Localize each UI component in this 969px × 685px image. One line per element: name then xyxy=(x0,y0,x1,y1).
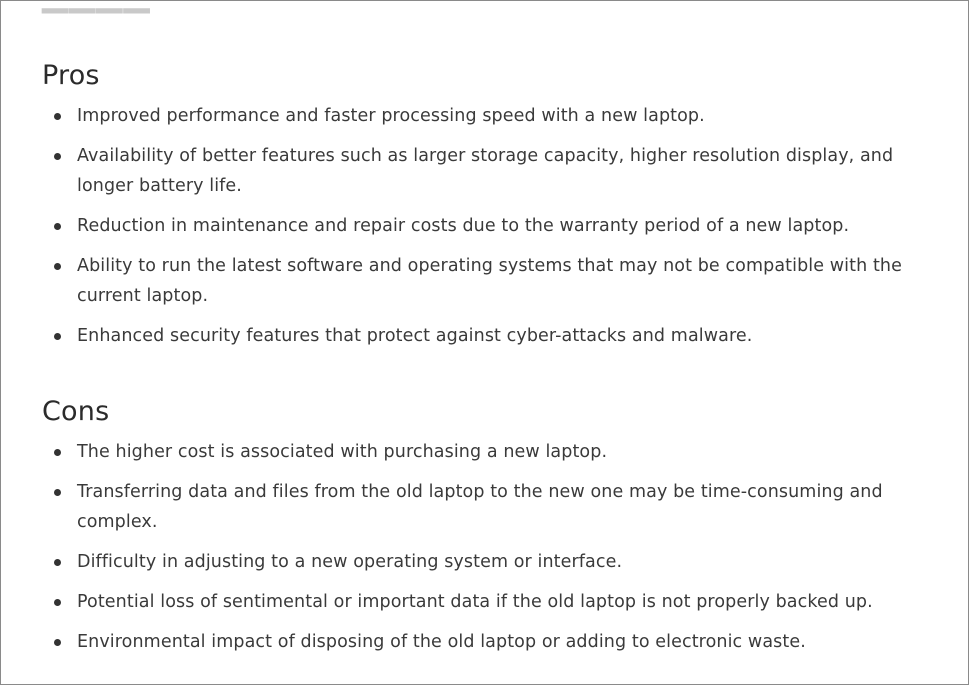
cutoff-heading-remnant xyxy=(42,0,151,9)
bullet-icon xyxy=(54,599,61,606)
bullet-icon xyxy=(54,223,61,230)
bullet-icon xyxy=(54,113,61,120)
cons-list xyxy=(42,437,928,657)
list-item xyxy=(42,251,928,311)
list-item xyxy=(42,437,928,467)
bullet-icon xyxy=(54,489,61,496)
list-item-text: Improved performance and faster processing speed with a new laptop. xyxy=(77,106,705,126)
list-item-text: The higher cost is associated with purchasing a new laptop. xyxy=(77,442,608,462)
cons-heading: Cons xyxy=(42,396,110,427)
list-item xyxy=(42,211,928,241)
list-item xyxy=(42,587,928,617)
list-item xyxy=(42,101,928,131)
pros-section xyxy=(42,59,928,361)
list-item-text: Potential loss of sentimental or important data if the old laptop is not properly backed up. xyxy=(77,592,873,612)
bullet-icon xyxy=(54,449,61,456)
cons-section xyxy=(42,395,928,667)
list-item xyxy=(42,547,928,577)
list-item-text: Difficulty in adjusting to a new operating system or interface. xyxy=(77,552,623,572)
list-item-text: Transferring data and files from the old laptop to the new one may be time-consuming and complex. xyxy=(77,482,883,532)
bullet-icon xyxy=(54,333,61,340)
bullet-icon xyxy=(54,263,61,270)
list-item-text: Enhanced security features that protect against cyber-attacks and malware. xyxy=(77,326,753,346)
bullet-icon xyxy=(54,153,61,160)
pros-heading: Pros xyxy=(42,60,100,91)
list-item xyxy=(42,627,928,657)
pros-list xyxy=(42,101,928,351)
bullet-icon xyxy=(54,559,61,566)
list-item-text: Environmental impact of disposing of the old laptop or adding to electronic waste. xyxy=(77,632,806,652)
list-item-text: Ability to run the latest software and operating systems that may not be compatible with the current laptop. xyxy=(77,256,902,306)
list-item-text: Reduction in maintenance and repair costs due to the warranty period of a new laptop. xyxy=(77,216,850,236)
list-item xyxy=(42,321,928,351)
bullet-icon xyxy=(54,639,61,646)
list-item-text: Availability of better features such as larger storage capacity, higher resolution display, and longer battery life. xyxy=(77,146,894,196)
list-item xyxy=(42,141,928,201)
list-item xyxy=(42,477,928,537)
